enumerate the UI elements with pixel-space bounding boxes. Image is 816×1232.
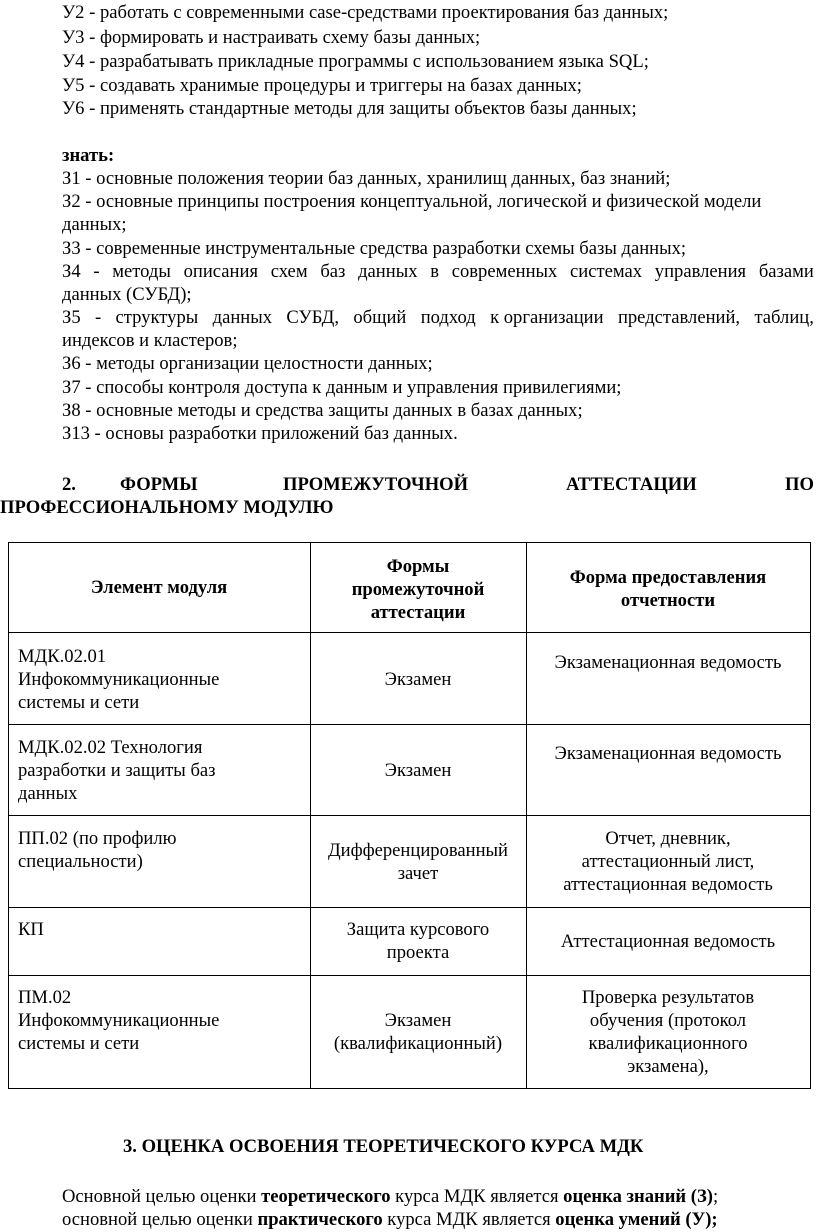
section2-heading bbox=[0, 473, 816, 496]
skill-item: У2 - работать с современными case-средствами проектирования баз данных; bbox=[62, 2, 669, 23]
cell-text: Экзаменационная ведомость bbox=[554, 652, 782, 673]
cell-text: Экзамен bbox=[384, 760, 452, 781]
heading-word: АТТЕСТАЦИИ bbox=[566, 474, 697, 495]
cell-text: разработки и защиты баз bbox=[18, 760, 216, 781]
skill-item: У4 - разрабатывать прикладные программы с использованием языка SQL; bbox=[62, 51, 649, 72]
table-row-report bbox=[526, 986, 810, 1078]
text-run-bold: оценка умений (У); bbox=[555, 1209, 718, 1230]
word: описания bbox=[183, 261, 258, 282]
skill-item: У3 - формировать и настраивать схему базы данных; bbox=[62, 27, 481, 48]
cell-text: Инфокоммуникационные bbox=[18, 1010, 220, 1031]
section2-number: 2. bbox=[62, 474, 76, 495]
knowledge-item: З3 - современные инструментальные средства разработки схемы базы данных; bbox=[62, 238, 687, 259]
cell-text: системы и сети bbox=[18, 1033, 140, 1054]
word: данных bbox=[212, 307, 273, 328]
knowledge-item-justified bbox=[62, 306, 814, 329]
table-border bbox=[810, 542, 811, 1089]
table-row-element bbox=[18, 736, 216, 805]
table-border bbox=[8, 542, 9, 1089]
word: схем bbox=[270, 261, 308, 282]
cell-text: аттестационная ведомость bbox=[563, 874, 773, 895]
text-run: ; bbox=[713, 1186, 719, 1207]
know-label: знать: bbox=[62, 145, 115, 166]
knowledge-item: данных; bbox=[62, 214, 127, 235]
cell-text: Экзаменационная ведомость bbox=[554, 743, 782, 764]
knowledge-item: индексов и кластеров; bbox=[62, 330, 238, 351]
table-row-report bbox=[526, 742, 810, 765]
cell-text: ПМ.02 bbox=[18, 987, 72, 1008]
header-text: отчетности bbox=[620, 590, 716, 611]
section3-paragraph-line1 bbox=[62, 1185, 718, 1208]
header-text: промежуточной bbox=[351, 579, 485, 600]
table-row-report bbox=[526, 827, 810, 896]
cell-text: квалификационного bbox=[588, 1033, 748, 1054]
word: методы bbox=[112, 261, 171, 282]
cell-text: МДК.02.01 bbox=[18, 646, 107, 667]
cell-text: Инфокоммуникационные bbox=[18, 669, 220, 690]
word: З4 bbox=[62, 261, 81, 282]
table-row-element bbox=[18, 827, 177, 873]
table-header-form bbox=[310, 555, 526, 624]
section3-paragraph-line2 bbox=[62, 1208, 718, 1231]
cell-text: Проверка результатов bbox=[581, 987, 755, 1008]
table-row-element bbox=[18, 986, 219, 1055]
table-border bbox=[8, 975, 811, 976]
cell-text: Аттестационная ведомость bbox=[560, 931, 776, 952]
table-row-element bbox=[18, 918, 44, 941]
word: данных bbox=[358, 261, 418, 282]
heading-word: ПО bbox=[785, 474, 814, 495]
text-run-bold: оценка знаний (З) bbox=[563, 1186, 713, 1207]
word: в bbox=[430, 261, 439, 282]
table-row-form bbox=[310, 918, 526, 964]
table-row-form bbox=[310, 668, 526, 691]
cell-text: (квалификационный) bbox=[333, 1033, 503, 1054]
section2-heading-line2: ПРОФЕССИОНАЛЬНОМУ МОДУЛЮ bbox=[0, 497, 334, 518]
cell-text: специальности) bbox=[18, 851, 143, 872]
word: З5 bbox=[62, 307, 81, 328]
cell-text: системы и сети bbox=[18, 692, 140, 713]
cell-text: данных bbox=[18, 783, 78, 804]
word: системах bbox=[570, 261, 643, 282]
table-header-report bbox=[526, 566, 810, 612]
knowledge-item: З6 - методы организации целостности данных; bbox=[62, 353, 433, 374]
skill-item: У6 - применять стандартные методы для защиты объектов базы данных; bbox=[62, 98, 637, 119]
knowledge-item: З1 - основные положения теории баз данных, хранилищ данных, баз знаний; bbox=[62, 168, 671, 189]
skill-item: У5 - создавать хранимые процедуры и триггеры на базах данных; bbox=[62, 75, 582, 96]
text-run: курса МДК является bbox=[390, 1186, 564, 1207]
table-border bbox=[310, 542, 311, 1089]
table-row-form bbox=[310, 839, 526, 885]
cell-text: Экзамен bbox=[384, 1010, 452, 1031]
cell-text: зачет bbox=[397, 863, 439, 884]
cell-text: МДК.02.02 Технология bbox=[18, 737, 203, 758]
word: управления bbox=[654, 261, 747, 282]
word: к организации bbox=[490, 307, 604, 328]
cell-text: проекта bbox=[386, 942, 450, 963]
text-run-bold: практического bbox=[257, 1209, 383, 1230]
word: подход bbox=[420, 307, 476, 328]
knowledge-item: З2 - основные принципы построения концептуальной, логической и физической модели bbox=[62, 191, 762, 212]
table-row-report bbox=[526, 930, 810, 953]
text-run: курса МДК является bbox=[382, 1209, 556, 1230]
section3-title: 3. ОЦЕНКА ОСВОЕНИЯ ТЕОРЕТИЧЕСКОГО КУРСА МДК bbox=[123, 1136, 644, 1157]
knowledge-item: З13 - основы разработки приложений баз данных. bbox=[62, 423, 458, 444]
table-row-report bbox=[526, 651, 810, 674]
heading-word: ПРОМЕЖУТОЧНОЙ bbox=[283, 474, 469, 495]
word: общий bbox=[353, 307, 407, 328]
cell-text: Отчет, дневник, bbox=[605, 828, 731, 849]
word: - bbox=[94, 307, 102, 328]
table-border bbox=[8, 815, 811, 816]
knowledge-item: З8 - основные методы и средства защиты данных в базах данных; bbox=[62, 400, 583, 421]
header-text: Форма предоставления bbox=[569, 567, 767, 588]
table-border bbox=[8, 1088, 811, 1089]
cell-text: экзамена), bbox=[627, 1056, 709, 1077]
table-border bbox=[8, 542, 811, 543]
heading-word: ФОРМЫ bbox=[120, 474, 198, 495]
word: структуры bbox=[115, 307, 199, 328]
word: - bbox=[93, 261, 100, 282]
cell-text: КП bbox=[18, 919, 44, 940]
knowledge-item-justified bbox=[62, 260, 814, 283]
header-text: аттестации bbox=[370, 602, 466, 623]
table-border bbox=[8, 724, 811, 725]
text-run: Основной целью оценки bbox=[62, 1186, 262, 1207]
cell-text: ПП.02 (по профилю bbox=[18, 828, 177, 849]
header-text: Формы bbox=[386, 556, 450, 577]
cell-text: Экзамен bbox=[384, 669, 452, 690]
knowledge-item: данных (СУБД); bbox=[62, 284, 192, 305]
table-row-element bbox=[18, 645, 219, 714]
header-text: Элемент модуля bbox=[90, 577, 228, 598]
knowledge-item: З7 - способы контроля доступа к данным и управления привилегиями; bbox=[62, 377, 622, 398]
cell-text: аттестационный лист, bbox=[581, 851, 755, 872]
word: СУБД, bbox=[286, 307, 340, 328]
table-row-form bbox=[310, 1009, 526, 1055]
text-run-bold: теоретического bbox=[261, 1186, 391, 1207]
word: баз bbox=[320, 261, 346, 282]
cell-text: Защита курсового bbox=[346, 919, 490, 940]
word: таблиц, bbox=[754, 307, 814, 328]
cell-text: Дифференцированный bbox=[328, 840, 508, 861]
word: современных bbox=[451, 261, 558, 282]
text-run: основной целью оценки bbox=[62, 1209, 258, 1230]
cell-text: обучения (протокол bbox=[589, 1010, 747, 1031]
table-border bbox=[8, 632, 811, 633]
word: базами bbox=[758, 261, 814, 282]
table-header-element bbox=[8, 576, 310, 599]
table-row-form bbox=[310, 759, 526, 782]
table-border bbox=[8, 907, 811, 908]
word: представлений, bbox=[617, 307, 741, 328]
